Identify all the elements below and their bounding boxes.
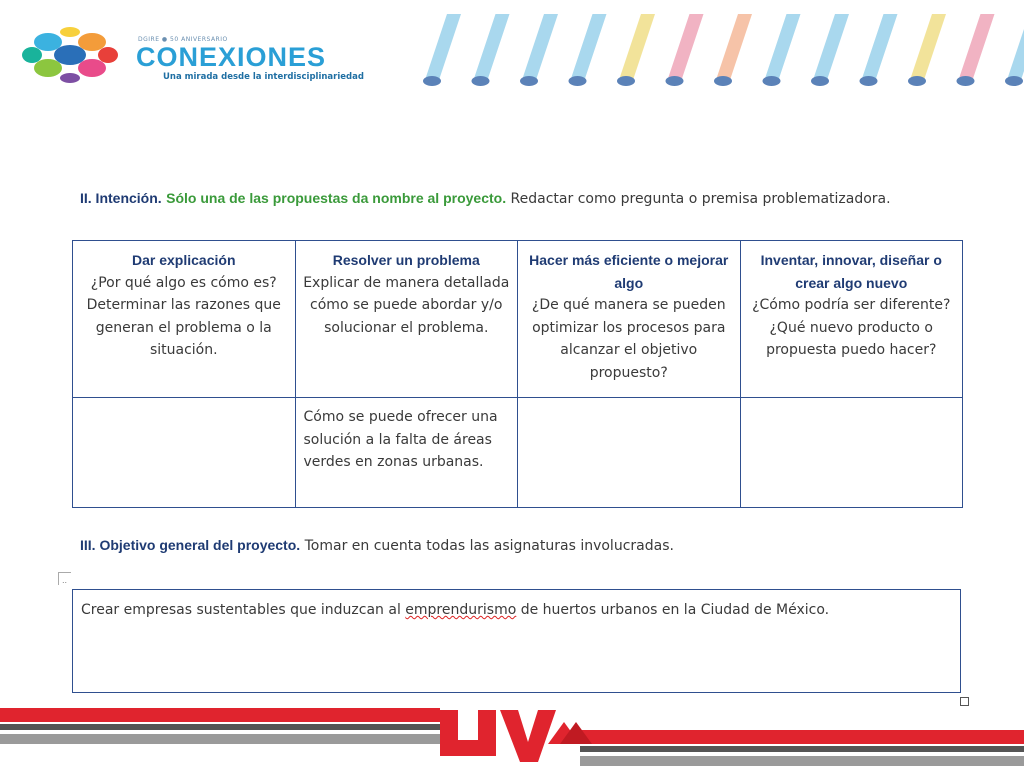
section-intention-instruction: Redactar como pregunta o premisa problematizadora. [510, 191, 891, 207]
column-title: Resolver un problema [332, 252, 480, 268]
stripe-dot [763, 76, 781, 86]
stripe-bar [716, 14, 752, 80]
stripe-dot [666, 76, 684, 86]
table-header-cell [740, 241, 963, 398]
uvaa-logo [440, 710, 592, 762]
stripe-dot [520, 76, 538, 86]
column-description: ¿De qué manera se pueden optimizar los procesos para alcanzar el objetivo propuesto? [531, 297, 726, 381]
stripe-bar [910, 14, 946, 80]
column-title: Inventar, innovar, diseñar o crear algo nuevo [760, 252, 942, 291]
stripe-bar [668, 14, 704, 80]
stripe-bar [571, 14, 607, 80]
stripe-bar [765, 14, 801, 80]
column-description: ¿Por qué algo es cómo es? Determinar las razones que generan el problema o la situación. [86, 274, 281, 358]
table-header-cell [295, 241, 518, 398]
stripe-bar [959, 14, 995, 80]
column-title: Hacer más eficiente o mejorar algo [529, 252, 729, 291]
stripe-bar [619, 14, 655, 80]
stripe-bar [1007, 14, 1024, 80]
column-title: Dar explicación [132, 252, 236, 268]
stripe-dot [811, 76, 829, 86]
column-description: Explicar de manera detallada cómo se puede abordar y/o solucionar el problema. [303, 274, 510, 336]
logo-anniversary-text: DGIRE ● 50 ANIVERSARIO [138, 36, 228, 43]
stripe-dot [423, 76, 441, 86]
intention-table [72, 240, 963, 508]
stripe-bar [813, 14, 849, 80]
answer-cell-improve[interactable] [518, 398, 741, 508]
stripe-dot [714, 76, 732, 86]
objective-text-box[interactable] [72, 589, 961, 693]
answer-cell-explanation[interactable] [73, 398, 296, 508]
table-header-cell [518, 241, 741, 398]
stripe-dot [472, 76, 490, 86]
misspelled-word[interactable]: emprendurismo [405, 602, 517, 618]
uvaa-footer-banner [0, 704, 1024, 768]
stripe-bar [862, 14, 898, 80]
stripe-bar [522, 14, 558, 80]
answer-cell-invent[interactable] [740, 398, 963, 508]
conexiones-logo [18, 22, 378, 88]
logo-title: CONEXIONES [136, 42, 327, 72]
stripe-bar [425, 14, 461, 80]
section-objective-title: III. Objetivo general del proyecto. [80, 537, 301, 553]
section-intention-title: II. Intención. [80, 190, 162, 206]
logo-subtitle: Una mirada desde la interdisciplinariedad [163, 72, 364, 82]
section-objective-instruction: Tomar en cuenta todas las asignaturas involucradas. [304, 538, 674, 554]
conexiones-emblem-icon [22, 26, 118, 84]
table-row [73, 398, 963, 508]
stripe-dot [908, 76, 926, 86]
section-objective-heading [80, 537, 674, 554]
table-header-cell [73, 241, 296, 398]
stripe-dot [569, 76, 587, 86]
stripe-dot [1005, 76, 1023, 86]
objective-text-end: de huertos urbanos en la Ciudad de México. [516, 602, 830, 618]
stripe-dot [860, 76, 878, 86]
stripe-bar [474, 14, 510, 80]
stripe-dot [957, 76, 975, 86]
stripe-dot [617, 76, 635, 86]
text-box-anchor-dots: .. [62, 576, 68, 585]
table-header-row [73, 241, 963, 398]
answer-cell-solve-problem[interactable]: Cómo se puede ofrecer una solución a la falta de áreas verdes en zonas urbanas. [295, 398, 518, 508]
section-intention-heading [80, 190, 891, 207]
column-description: ¿Cómo podría ser diferente? ¿Qué nuevo producto o propuesta puedo hacer? [752, 297, 951, 358]
objective-text-start: Crear empresas sustentables que induzcan al [81, 602, 406, 618]
decorative-stripes [415, 10, 1024, 90]
section-intention-emphasis: Sólo una de las propuestas da nombre al proyecto. [166, 190, 507, 206]
